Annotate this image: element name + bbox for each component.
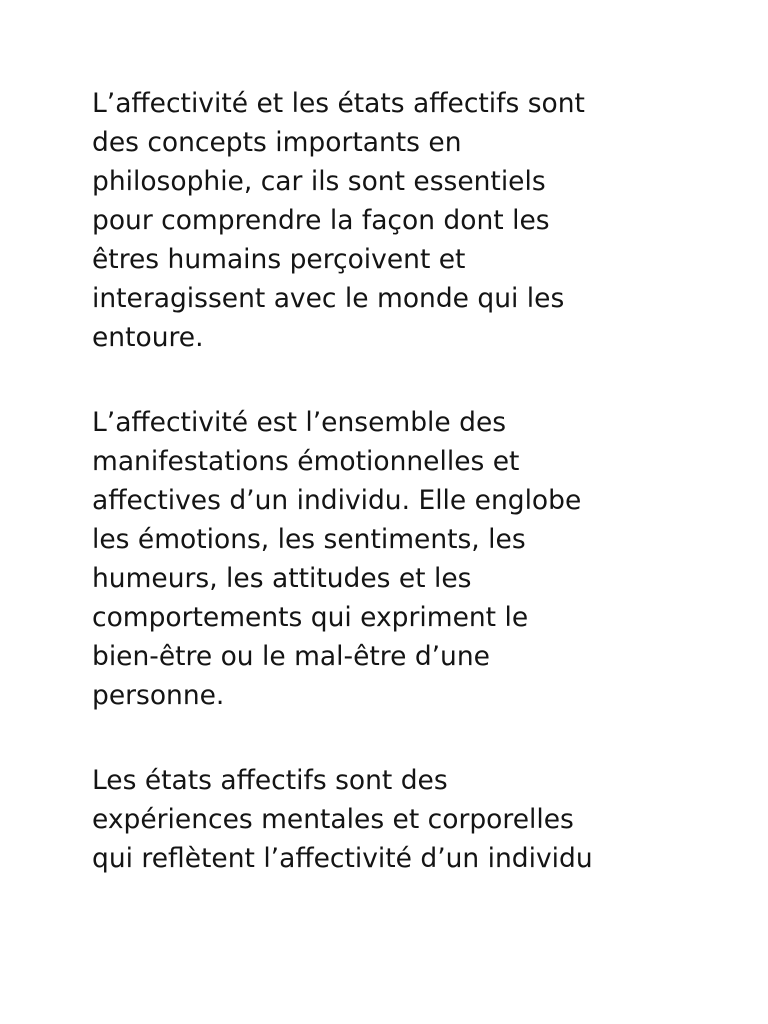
paragraph-line: L’affectivité et les états affectifs sont: [92, 88, 585, 119]
paragraph-line: philosophie, car ils sont essentiels: [92, 166, 546, 197]
paragraph-line: bien-être ou le mal-être d’une: [92, 641, 490, 672]
paragraph-line: affectives d’un individu. Elle englobe: [92, 485, 582, 516]
paragraph-line: pour comprendre la façon dont les: [92, 205, 550, 236]
paragraph-line: interagissent avec le monde qui les: [92, 283, 565, 314]
paragraph-line: comportements qui expriment le: [92, 602, 529, 633]
paragraph-2: [92, 403, 692, 715]
paragraph-line: entoure.: [92, 322, 204, 353]
paragraph-3: [92, 761, 692, 878]
paragraph-line: des concepts importants en: [92, 127, 462, 158]
paragraph-line: manifestations émotionnelles et: [92, 446, 520, 477]
paragraph-1: [92, 84, 692, 357]
document-body: [92, 84, 692, 878]
paragraph-line: expériences mentales et corporelles: [92, 804, 574, 835]
paragraph-line: Les états affectifs sont des: [92, 765, 448, 796]
paragraph-line: qui reflètent l’affectivité d’un individu: [92, 843, 593, 874]
paragraph-line: les émotions, les sentiments, les: [92, 524, 526, 555]
paragraph-line: êtres humains perçoivent et: [92, 244, 466, 275]
paragraph-line: humeurs, les attitudes et les: [92, 563, 472, 594]
paragraph-line: personne.: [92, 680, 225, 711]
paragraph-line: L’affectivité est l’ensemble des: [92, 407, 507, 438]
